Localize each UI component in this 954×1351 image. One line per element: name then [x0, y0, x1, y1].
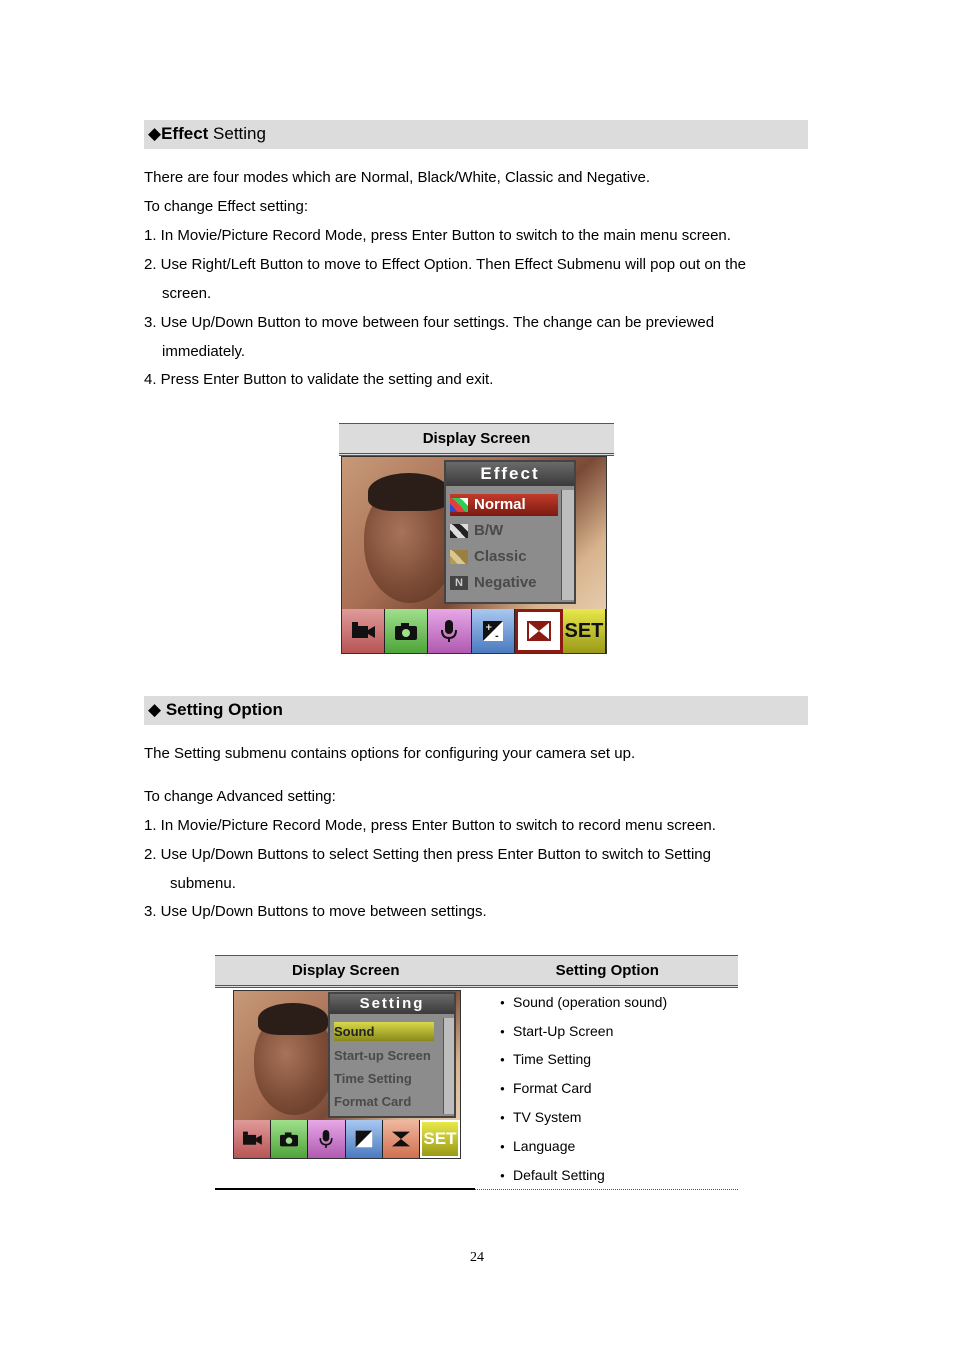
effect-intro-2: To change Effect setting: [144, 198, 308, 215]
effect-icon[interactable] [515, 609, 563, 653]
setting-option-header: Setting Option [555, 962, 659, 979]
effect-step-3-cont: immediately. [162, 343, 246, 360]
table-bottom-rule [215, 1188, 475, 1190]
effect-icon[interactable] [383, 1120, 420, 1158]
microphone-icon[interactable] [428, 609, 471, 653]
classic-icon [450, 550, 468, 564]
camera-icon[interactable] [385, 609, 428, 653]
setting-menu-title: Setting [330, 994, 454, 1014]
option-tv-system: ● TV System [513, 1109, 581, 1125]
effect-table-header: Display Screen [339, 423, 614, 456]
negative-icon: N [450, 576, 468, 590]
bw-icon [450, 524, 468, 538]
setting-intro: The Setting submenu contains options for configuring your camera set up. [144, 745, 636, 762]
effect-step-2-cont: screen. [162, 285, 212, 302]
setting-section-header [144, 696, 808, 725]
table-bottom-dotted-rule [475, 1189, 738, 1190]
svg-text:-: - [494, 632, 499, 642]
setting-menu-panel [328, 992, 456, 1118]
effect-item-negative[interactable]: N Negative [450, 572, 537, 594]
setting-item-time-setting[interactable]: Time Setting [334, 1071, 412, 1086]
effect-item-bw[interactable]: B/W [450, 520, 503, 542]
setting-step-1: 1. In Movie/Picture Record Mode, press Enter Button to switch to record menu screen. [144, 817, 716, 834]
setting-menu-scrollbar[interactable] [443, 1018, 454, 1114]
effect-icon-bar [342, 609, 606, 653]
diamond-icon: ◆ [148, 700, 162, 719]
effect-section-title: ◆Effect Setting [148, 124, 266, 143]
setting-intro-2: To change Advanced setting: [144, 788, 336, 805]
hair-image [258, 1003, 328, 1035]
option-sound: ● Sound (operation sound) [513, 994, 667, 1010]
diamond-icon: ◆ [148, 124, 162, 143]
setting-item-startup-screen[interactable]: Start-up Screen [334, 1048, 431, 1063]
setting-section-title: ◆ Setting Option [148, 700, 283, 719]
setting-display-screen [233, 990, 461, 1159]
page-number: 24 [470, 1250, 484, 1265]
movie-icon[interactable] [234, 1120, 271, 1158]
effect-step-2: 2. Use Right/Left Button to move to Effect Option. Then Effect Submenu will pop out on the [144, 256, 747, 273]
exposure-icon[interactable] [472, 609, 515, 653]
svg-text:+: + [484, 623, 493, 633]
option-language: ● Language [513, 1138, 575, 1154]
effect-item-normal[interactable]: Normal [450, 494, 558, 516]
effect-intro: There are four modes which are Normal, Black/White, Classic and Negative. [144, 169, 651, 186]
effect-menu-panel [444, 460, 576, 604]
option-time-setting: ● Time Setting [513, 1051, 591, 1067]
setting-icon-bar [234, 1120, 460, 1158]
setting-display-table [215, 955, 738, 988]
effect-item-classic[interactable]: Classic [450, 546, 527, 568]
effect-step-4: 4. Press Enter Button to validate the setting and exit. [144, 371, 494, 388]
effect-menu-scrollbar[interactable] [561, 490, 574, 600]
setting-step-3: 3. Use Up/Down Buttons to move between settings. [144, 903, 487, 920]
set-icon[interactable]: SET [563, 609, 606, 653]
exposure-icon[interactable] [346, 1120, 383, 1158]
option-format-card: ● Format Card [513, 1080, 592, 1096]
setting-step-2-cont: submenu. [170, 875, 236, 892]
option-default-setting: ● Default Setting [513, 1167, 605, 1183]
setting-item-format-card[interactable]: Format Card [334, 1094, 412, 1109]
effect-menu-title: Effect [446, 462, 574, 486]
movie-icon[interactable] [342, 609, 385, 653]
effect-step-3: 3. Use Up/Down Button to move between four settings. The change can be previewed [144, 314, 715, 331]
effect-step-1: 1. In Movie/Picture Record Mode, press Enter Button to switch to the main menu screen. [144, 227, 731, 244]
effect-display-table [339, 423, 614, 456]
effect-display-screen [341, 456, 607, 654]
effect-section-header [144, 120, 808, 149]
normal-icon [450, 498, 468, 512]
setting-step-2: 2. Use Up/Down Buttons to select Setting then press Enter Button to switch to Setting [144, 846, 711, 863]
camera-icon[interactable] [271, 1120, 308, 1158]
setting-table-header [215, 955, 738, 988]
set-icon[interactable]: SET [420, 1120, 460, 1158]
display-screen-header: Display Screen [291, 962, 400, 979]
setting-item-sound[interactable]: Sound [334, 1022, 434, 1041]
hair-image [368, 473, 450, 511]
microphone-icon[interactable] [308, 1120, 345, 1158]
option-startup-screen: ● Start-Up Screen [513, 1023, 613, 1039]
